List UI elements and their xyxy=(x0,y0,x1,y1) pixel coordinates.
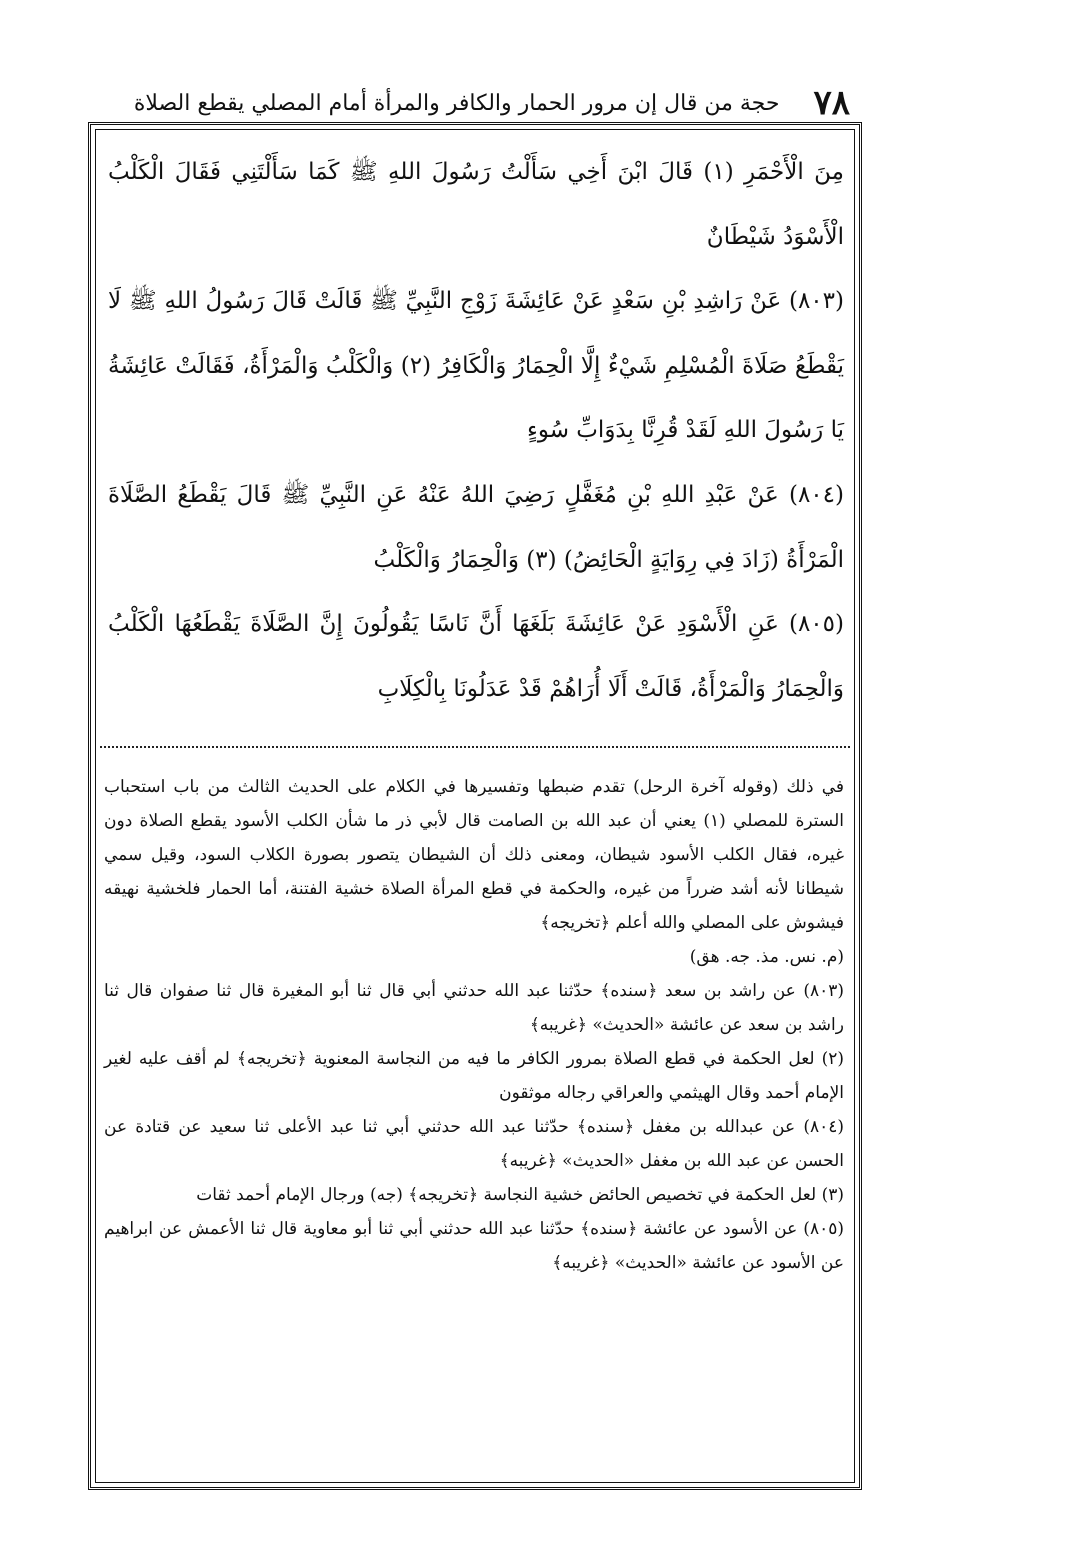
page-header xyxy=(130,78,850,128)
page-number: ٧٨ xyxy=(813,83,850,123)
hadith-paragraph: مِنَ الْأَحْمَرِ (١) قَالَ ابْنَ أَخِي سَأَلْتُ رَسُولَ اللهِ ﷺ كَمَا سَأَلْتَنِي فَقَالَ الْكَلْبُ الْأَسْوَدُ شَيْطَانٌ xyxy=(108,159,844,250)
commentary-paragraph: (٨٠٥) عن الأسود عن عائشة ﴿سنده﴾ حدّثنا عبد الله حدثني أبي ثنا أبو معاوية قال ثنا الأعمش عن ابراهيم عن الأسود عن عائشة «الحديث» ﴿غريبه﴾ xyxy=(104,1219,844,1273)
commentary-paragraph: في ذلك (وقوله آخرة الرحل) تقدم ضبطها وتفسيرها في الكلام على الحديث الثالث من باب استحباب السترة للمصلي (١) يعني أن عبد الله بن الصامت قال لأبي ذر ما شأن الكلب الأسود يقطع الصلاة دون غيره، فقال الكلب الأسود شيطان، ومعنى ذلك أن الشيطان يتصور بصورة الكلاب السود، وقيل سمي شيطانا لأنه أشد ضرراً من غيره، والحكمة في قطع المرأة الصلاة خشية الفتنة، أما الحمار فلخشية نهيقه فيشوش على المصلي والله أعلم ﴿تخريجه﴾ xyxy=(104,777,844,933)
running-title: حجة من قال إن مرور الحمار والكافر والمرأة أمام المصلي يقطع الصلاة xyxy=(133,90,780,116)
commentary-text xyxy=(104,770,844,1280)
commentary-paragraph: (م. نس. مذ. جه. هق) xyxy=(689,947,844,967)
commentary-paragraph: (٣) لعل الحكمة في تخصيص الحائض خشية النجاسة ﴿تخريجه﴾ (جه) ورجال الإمام أحمد ثقات xyxy=(196,1185,844,1205)
commentary-paragraph: (٢) لعل الحكمة في قطع الصلاة بمرور الكافر ما فيه من النجاسة المعنوية ﴿تخريجه﴾ لم أقف عليه لغير الإمام أحمد وقال الهيثمي والعراقي رجاله موثقون xyxy=(104,1049,844,1103)
hadith-paragraph: (٨٠٣) عَنْ رَاشِدِ بْنِ سَعْدٍ عَنْ عَائِشَةَ زَوْجِ النَّبِيِّ ﷺ قَالَتْ قَالَ رَسُولُ اللهِ ﷺ لَا يَقْطَعُ صَلَاةَ الْمُسْلِمِ شَيْءٌ إِلَّا الْحِمَارُ وَالْكَافِرُ (٢) وَالْكَلْبُ وَالْمَرْأَةُ، فَقَالَتْ عَائِشَةُ يَا رَسُولَ اللهِ لَقَدْ قُرِنَّا بِدَوَابِّ سُوءٍ xyxy=(108,288,844,444)
hadith-paragraph: (٨٠٤) عَنْ عَبْدِ اللهِ بْنِ مُغَفَّلٍ رَضِيَ اللهُ عَنْهُ عَنِ النَّبِيِّ ﷺ قَالَ يَقْطَعُ الصَّلَاةَ الْمَرْأَةُ (زَادَ فِي رِوَايَةٍ الْحَائِضُ) (٣) وَالْحِمَارُ وَالْكَلْبُ xyxy=(108,481,844,573)
commentary-paragraph: (٨٠٤) عن عبدالله بن مغفل ﴿سنده﴾ حدّثنا عبد الله حدثني أبي ثنا عبد الأعلى ثنا سعيد عن قتادة عن الحسن عن عبد الله بن مغفل «الحديث» ﴿غريبه﴾ xyxy=(104,1117,844,1171)
hadith-paragraph: (٨٠٥) عَنِ الْأَسْوَدِ عَنْ عَائِشَةَ بَلَغَهَا أَنَّ نَاسًا يَقُولُونَ إِنَّ الصَّلَاةَ يَقْطَعُهَا الْكَلْبُ وَالْحِمَارُ وَالْمَرْأَةُ، قَالَتْ أَلَا أُرَاهُمْ قَدْ عَدَلُونَا بِالْكِلَابِ xyxy=(108,611,844,702)
section-divider xyxy=(100,746,850,748)
hadith-text xyxy=(108,140,844,721)
commentary-paragraph: (٨٠٣) عن راشد بن سعد ﴿سنده﴾ حدّثنا عبد الله حدثني أبي قال ثنا أبو المغيرة قال ثنا صفوان قال ثنا راشد بن سعد عن عائشة «الحديث» ﴿غريبه﴾ xyxy=(104,981,844,1035)
